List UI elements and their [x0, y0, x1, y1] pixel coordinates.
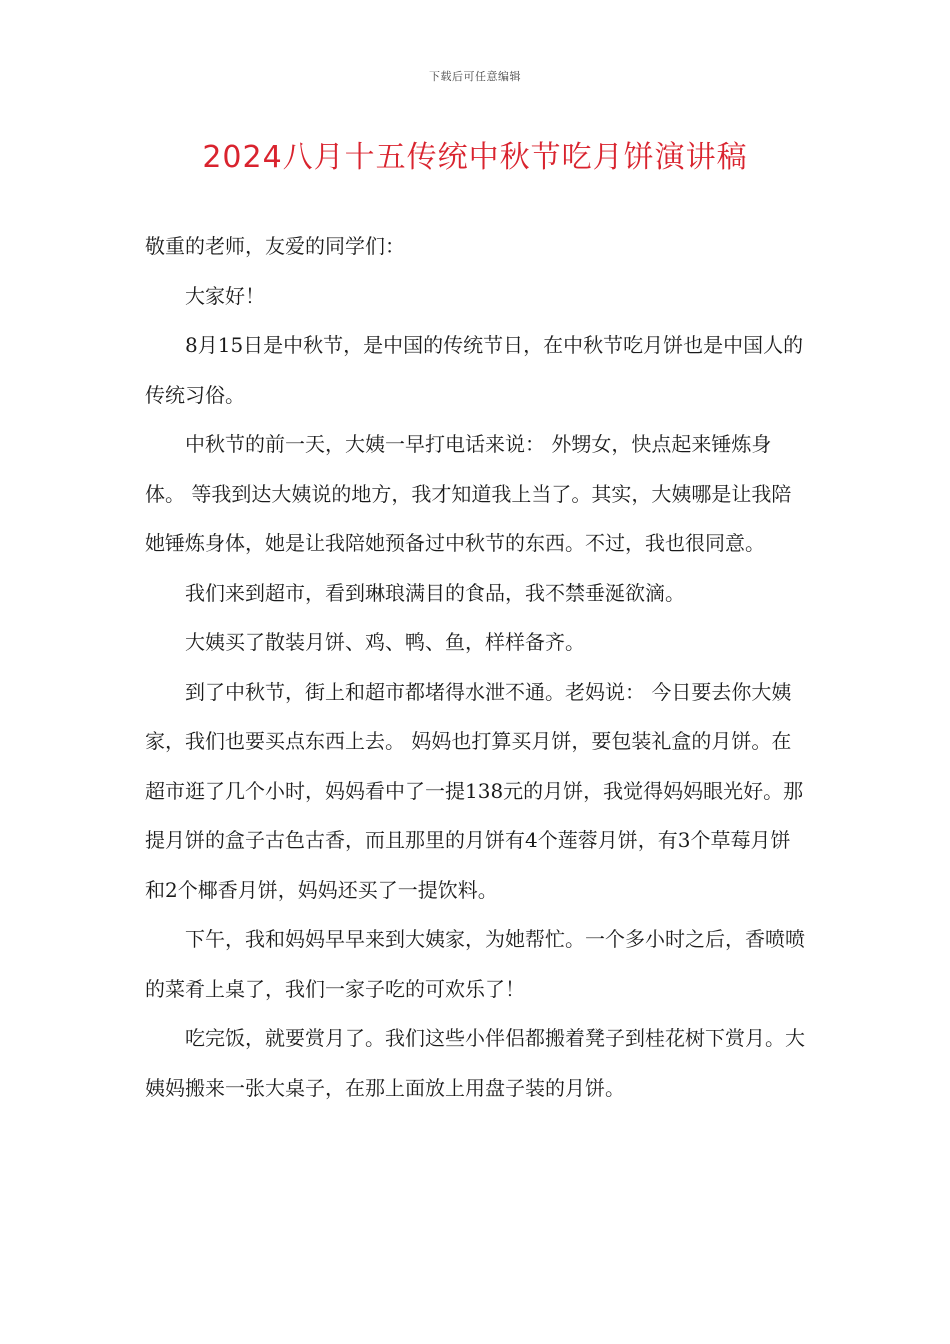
paragraph-moon-viewing: 吃完饭，就要赏月了。我们这些小伴侣都搬着凳子到桂花树下赏月。大姨妈搬来一张大桌子，在那上面放上用盘子装的月饼。: [145, 1026, 805, 1100]
document-title: 2024八月十五传统中秋节吃月饼演讲稿: [202, 140, 748, 175]
salutation: 敬重的老师，友爱的同学们：: [145, 234, 405, 258]
header-note: 下载后可任意编辑: [429, 70, 521, 83]
paragraph-supermarket: 我们来到超市，看到琳琅满目的食品，我不禁垂涎欲滴。: [185, 580, 685, 605]
paragraph-festival-day: 到了中秋节，街上和超市都堵得水泄不通。老妈说： 今日要去你大姨家，我们也要买点东西上去。 妈妈也打算买月饼，要包装礼盒的月饼。在超市逛了几个小时，妈妈看中了一提138元的月饼，我觉得妈妈眼光好。那提月饼的盒子古色古香，而且那里的月饼有4个莲蓉月饼，有3个草莓月饼和2个椰香月饼，妈妈还买了一提饮料。: [145, 679, 804, 902]
paragraph-greeting: 大家好！: [185, 283, 265, 308]
document-body: [145, 222, 805, 1113]
paragraph-afternoon: 下午，我和妈妈早早来到大姨家，为她帮忙。一个多小时之后，香喷喷的菜肴上桌了，我们一家子吃的可欢乐了！: [145, 927, 805, 1001]
paragraph-shopping: 大姨买了散装月饼、鸡、鸭、鱼，样样备齐。: [185, 630, 585, 654]
paragraph-intro: 8月15日是中秋节，是中国的传统节日，在中秋节吃月饼也是中国人的传统习俗。: [145, 333, 804, 407]
paragraph-aunt-call: 中秋节的前一天，大姨一早打电话来说： 外甥女，快点起来锤炼身体。 等我到达大姨说的地方，我才知道我上当了。其实，大姨哪是让我陪她锤炼身体，她是让我陪她预备过中秋节的东西。不过，我也很同意。: [145, 432, 792, 555]
